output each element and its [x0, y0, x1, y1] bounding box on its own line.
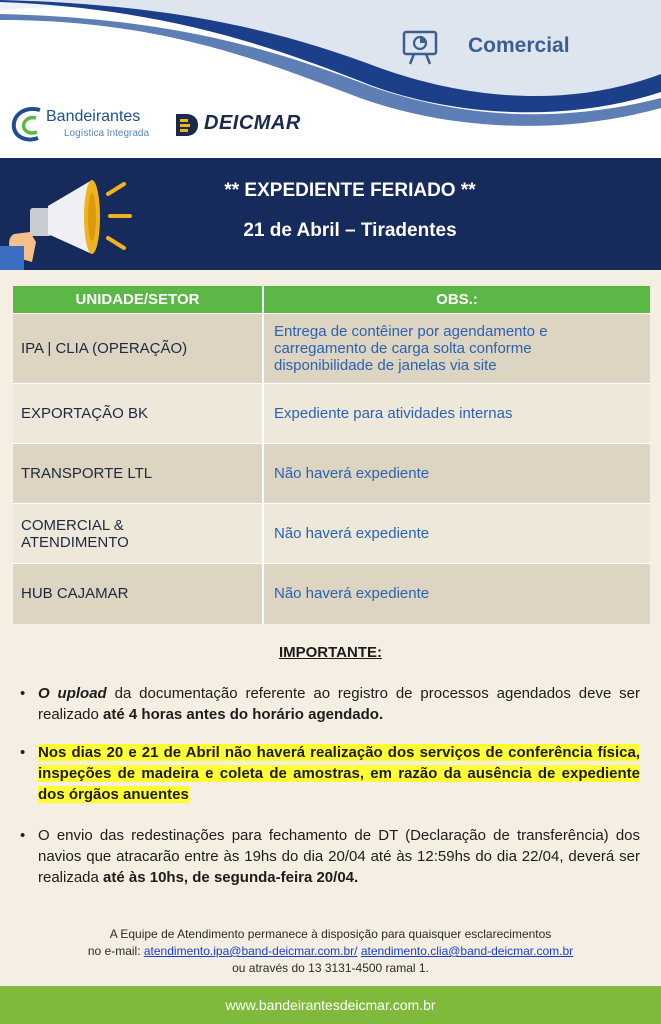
- important-item-upload: [20, 683, 640, 725]
- bandeirantes-logo-sub: Logística Integrada: [64, 128, 150, 139]
- row-obs: [263, 504, 650, 564]
- website-link[interactable]: www.bandeirantesdeicmar.com.br: [225, 997, 436, 1013]
- bandeirantes-logo: [10, 104, 160, 148]
- redestination-deadline: até às 10hs, de segunda-feira 20/04.: [103, 869, 359, 886]
- row-obs-line: carregamento de carga solta conforme: [274, 340, 532, 357]
- bandeirantes-logo-name: Bandeirantes: [46, 108, 141, 125]
- row-obs-line: Expediente para atividades internas: [274, 405, 513, 422]
- contact-line-2: [0, 943, 661, 960]
- important-item-inspections: [20, 742, 640, 805]
- table-row: [13, 314, 650, 384]
- table-row: [13, 384, 650, 444]
- bullet-dot: •: [20, 685, 26, 702]
- email-prefix: no e-mail:: [87, 944, 144, 958]
- contact-line-1: A Equipe de Atendimento permanece à disposição para quaisquer esclarecimentos: [109, 927, 552, 941]
- row-obs-line: Não haverá expediente: [274, 585, 430, 603]
- important-item-redestination: [20, 825, 640, 888]
- important-heading: IMPORTANTE:: [278, 644, 383, 661]
- banner-subtitle: 21 de Abril – Tiradentes: [243, 220, 457, 241]
- row-unit: EXPORTAÇÃO BK: [13, 384, 263, 444]
- important-item-text: [38, 742, 640, 805]
- bandeirantes-logo-icon: [10, 104, 44, 144]
- banner-title: ** EXPEDIENTE FERIADO **: [224, 180, 476, 201]
- row-obs: [263, 444, 650, 504]
- row-obs-line: disponibilidade de janelas via site: [274, 357, 497, 374]
- row-unit: HUB CAJAMAR: [13, 564, 263, 624]
- row-unit: TRANSPORTE LTL: [13, 444, 263, 504]
- contact-line-3: ou através do 13 3131-4500 ramal 1.: [232, 961, 429, 975]
- bullet-dot: •: [20, 744, 26, 761]
- row-obs-line: Não haverá expediente: [274, 465, 430, 482]
- important-item-text: [38, 825, 640, 888]
- row-obs: [263, 564, 650, 624]
- column-header-obs: OBS.:: [263, 286, 650, 314]
- redestination-text: O envio das redestinações para fechamento de DT (Declaração de transferência) dos navios que atracarão entre às 19hs do dia 20/04 até às 12:59hs do dia 22/04, deverá ser realizada: [38, 827, 640, 886]
- row-unit-line: ATENDIMENTO: [21, 533, 129, 551]
- email-link-ipa[interactable]: atendimento.ipa@band-deicmar.com.br/: [143, 944, 358, 958]
- website-footer-bar: [0, 986, 661, 1024]
- holiday-banner: [0, 158, 661, 270]
- megaphone-icon: [0, 158, 140, 270]
- table-header-row: [13, 286, 650, 314]
- table-row: [13, 504, 650, 564]
- important-item-text: [38, 683, 640, 725]
- contact-info: [0, 926, 661, 977]
- row-obs-line: Entrega de contêiner por agendamento e: [274, 323, 548, 340]
- row-unit-line: COMERCIAL &: [21, 516, 124, 534]
- upload-emphasis: O upload: [38, 685, 107, 702]
- row-unit: [13, 504, 263, 564]
- row-unit: IPA | CLIA (OPERAÇÃO): [13, 314, 263, 384]
- upload-text: da documentação referente ao registro de processos agendados deve ser realizado: [38, 685, 640, 723]
- highlighted-notice: Nos dias 20 e 21 de Abril não haverá realização dos serviços de conferência física, inspeções de madeira e coleta de amostras, em razão da ausência de expediente dos órgãos anuentes: [38, 744, 640, 803]
- row-obs: [263, 314, 650, 384]
- schedule-table: [13, 286, 650, 624]
- deicmar-logo-name: DEICMAR: [204, 112, 301, 134]
- email-link-clia[interactable]: atendimento.clia@band-deicmar.com.br: [360, 944, 574, 958]
- department-label: Comercial: [468, 34, 570, 57]
- row-obs: [263, 384, 650, 444]
- header: [0, 0, 661, 158]
- column-header-unit: UNIDADE/SETOR: [13, 286, 263, 314]
- deicmar-logo: [174, 110, 314, 140]
- deicmar-logo-icon: [174, 112, 200, 138]
- bullet-dot: •: [20, 827, 26, 844]
- table-row: [13, 444, 650, 504]
- presentation-board-icon: [400, 26, 440, 66]
- table-row: [13, 564, 650, 624]
- row-obs-line: Não haverá expediente: [274, 525, 430, 542]
- upload-deadline: até 4 horas antes do horário agendado.: [103, 706, 384, 723]
